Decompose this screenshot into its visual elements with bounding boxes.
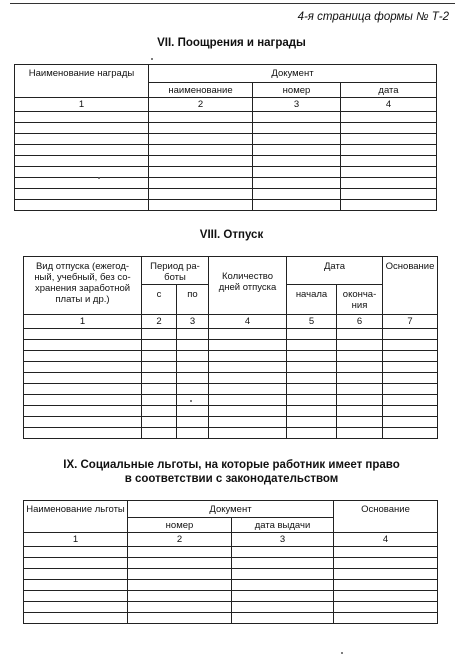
empty-cell [128, 569, 232, 580]
table-row [24, 547, 438, 558]
empty-cell [24, 373, 142, 384]
empty-cell [253, 200, 341, 211]
table-row [15, 123, 437, 134]
empty-cell [24, 395, 142, 406]
table-row [15, 200, 437, 211]
empty-cell [232, 569, 334, 580]
empty-cell [232, 547, 334, 558]
empty-cell [232, 558, 334, 569]
document-header: Документ [128, 501, 334, 518]
empty-cell [209, 340, 287, 351]
table-row [24, 428, 438, 439]
scan-speck [190, 400, 192, 402]
benefits-table [23, 500, 438, 624]
empty-cell [383, 340, 438, 351]
table-row [24, 384, 438, 395]
empty-cell [128, 613, 232, 624]
empty-cell [287, 384, 337, 395]
column-number: 3 [177, 315, 209, 329]
empty-cell [341, 145, 437, 156]
empty-cell [24, 329, 142, 340]
empty-cell [142, 428, 177, 439]
scan-speck [341, 652, 343, 654]
table-row [24, 351, 438, 362]
empty-cell [232, 580, 334, 591]
empty-cell [24, 384, 142, 395]
table-row [24, 406, 438, 417]
empty-cell [287, 362, 337, 373]
empty-cell [253, 134, 341, 145]
empty-cell [334, 602, 438, 613]
empty-cell [341, 189, 437, 200]
column-number: 1 [24, 315, 142, 329]
empty-cell [15, 200, 149, 211]
empty-cell [383, 417, 438, 428]
scan-speck [98, 177, 100, 179]
empty-cell [287, 329, 337, 340]
doc-date-header: дата [341, 83, 437, 98]
empty-cell [337, 329, 383, 340]
table-row [24, 591, 438, 602]
empty-cell [253, 112, 341, 123]
empty-cell [149, 123, 253, 134]
top-border-line [10, 3, 455, 4]
empty-cell [128, 547, 232, 558]
empty-cell [142, 362, 177, 373]
empty-cell [24, 340, 142, 351]
empty-cell [142, 340, 177, 351]
empty-cell [287, 340, 337, 351]
empty-cell [149, 200, 253, 211]
period-from-header: с [142, 285, 177, 315]
empty-cell [287, 417, 337, 428]
empty-cell [287, 406, 337, 417]
empty-cell [337, 351, 383, 362]
empty-cell [209, 329, 287, 340]
column-number: 2 [128, 533, 232, 547]
table-row [15, 134, 437, 145]
empty-cell [209, 406, 287, 417]
empty-cell [287, 428, 337, 439]
table-row [15, 112, 437, 123]
empty-cell [209, 351, 287, 362]
empty-cell [149, 134, 253, 145]
empty-cell [209, 395, 287, 406]
empty-cell [383, 428, 438, 439]
column-number: 2 [142, 315, 177, 329]
empty-cell [383, 351, 438, 362]
empty-cell [209, 384, 287, 395]
empty-cell [383, 373, 438, 384]
empty-cell [341, 178, 437, 189]
award-name-header: Наименование награды [15, 65, 149, 98]
empty-cell [177, 406, 209, 417]
empty-cell [177, 395, 209, 406]
empty-cell [149, 156, 253, 167]
empty-cell [341, 156, 437, 167]
empty-cell [177, 329, 209, 340]
scan-speck [151, 58, 153, 60]
empty-cell [177, 417, 209, 428]
column-number: 7 [383, 315, 438, 329]
doc-number-header: номер [253, 83, 341, 98]
empty-cell [15, 112, 149, 123]
section-9-title-line-1: IX. Социальные льготы, на которые работник имеет право [63, 459, 400, 471]
section-8-title: VIII. Отпуск [199, 229, 264, 241]
empty-cell [24, 428, 142, 439]
empty-cell [15, 156, 149, 167]
empty-cell [287, 395, 337, 406]
section-7-title: VII. Поощрения и награды [157, 37, 306, 49]
empty-cell [232, 591, 334, 602]
table-row [24, 613, 438, 624]
empty-cell [337, 362, 383, 373]
form-page-label: 4-я страница формы № Т-2 [297, 11, 449, 23]
empty-cell [334, 580, 438, 591]
table-row [24, 580, 438, 591]
table-row [15, 156, 437, 167]
leave-table [23, 256, 438, 439]
empty-cell [383, 384, 438, 395]
empty-cell [232, 602, 334, 613]
empty-cell [24, 569, 128, 580]
table-row [24, 558, 438, 569]
empty-cell [142, 384, 177, 395]
table-row [24, 373, 438, 384]
empty-cell [341, 167, 437, 178]
column-number-row [15, 98, 437, 112]
table-row [15, 167, 437, 178]
column-number: 1 [24, 533, 128, 547]
empty-cell [24, 406, 142, 417]
column-number: 5 [287, 315, 337, 329]
empty-cell [24, 602, 128, 613]
column-number: 4 [334, 533, 438, 547]
empty-cell [334, 613, 438, 624]
doc-name-header: наименование [149, 83, 253, 98]
awards-table-body [15, 112, 437, 211]
table-row [15, 145, 437, 156]
empty-cell [383, 406, 438, 417]
empty-cell [177, 373, 209, 384]
empty-cell [341, 134, 437, 145]
table-row [24, 395, 438, 406]
column-number: 1 [15, 98, 149, 112]
empty-cell [337, 373, 383, 384]
empty-cell [149, 145, 253, 156]
basis-header: Основание [334, 501, 438, 533]
empty-cell [24, 613, 128, 624]
empty-cell [209, 373, 287, 384]
empty-cell [177, 384, 209, 395]
empty-cell [128, 602, 232, 613]
empty-cell [383, 395, 438, 406]
empty-cell [15, 145, 149, 156]
empty-cell [253, 189, 341, 200]
empty-cell [334, 569, 438, 580]
empty-cell [253, 167, 341, 178]
empty-cell [149, 178, 253, 189]
empty-cell [142, 406, 177, 417]
empty-cell [24, 351, 142, 362]
empty-cell [383, 362, 438, 373]
column-number: 6 [337, 315, 383, 329]
empty-cell [337, 395, 383, 406]
empty-cell [253, 178, 341, 189]
table-row [24, 602, 438, 613]
empty-cell [24, 362, 142, 373]
empty-cell [341, 112, 437, 123]
empty-cell [177, 428, 209, 439]
date-end-header: оконча-ния [337, 285, 383, 315]
period-to-header: по [177, 285, 209, 315]
empty-cell [149, 167, 253, 178]
basis-header: Основание [383, 257, 438, 315]
column-number-row [24, 315, 438, 329]
empty-cell [337, 340, 383, 351]
empty-cell [24, 591, 128, 602]
empty-cell [142, 373, 177, 384]
empty-cell [177, 351, 209, 362]
empty-cell [334, 591, 438, 602]
empty-cell [177, 340, 209, 351]
column-number: 3 [253, 98, 341, 112]
empty-cell [209, 362, 287, 373]
table-row [24, 329, 438, 340]
empty-cell [337, 417, 383, 428]
empty-cell [209, 428, 287, 439]
empty-cell [287, 351, 337, 362]
benefits-table-body [24, 547, 438, 624]
empty-cell [24, 417, 142, 428]
column-number: 4 [209, 315, 287, 329]
document-header: Документ [149, 65, 437, 83]
empty-cell [24, 558, 128, 569]
empty-cell [253, 123, 341, 134]
empty-cell [142, 395, 177, 406]
empty-cell [177, 362, 209, 373]
empty-cell [149, 112, 253, 123]
table-row [24, 569, 438, 580]
date-start-header: начала [287, 285, 337, 315]
section-9-title-line-2: в соответствии с законодательством [124, 473, 339, 485]
empty-cell [24, 547, 128, 558]
empty-cell [253, 145, 341, 156]
empty-cell [341, 123, 437, 134]
empty-cell [128, 558, 232, 569]
days-count-header: Количество дней отпуска [209, 257, 287, 315]
leave-table-body [24, 329, 438, 439]
empty-cell [341, 200, 437, 211]
issue-date-header: дата выдачи [232, 518, 334, 533]
benefit-name-header: Наименование льготы [24, 501, 128, 533]
column-number: 3 [232, 533, 334, 547]
empty-cell [149, 189, 253, 200]
table-row [24, 340, 438, 351]
leave-type-header: Вид отпуска (ежегод-ный, учебный, без со-хранения заработной платы и др.) [24, 257, 142, 315]
empty-cell [287, 373, 337, 384]
empty-cell [15, 178, 149, 189]
work-period-header: Период ра-боты [142, 257, 209, 285]
empty-cell [253, 156, 341, 167]
empty-cell [209, 417, 287, 428]
table-row [15, 189, 437, 200]
empty-cell [142, 329, 177, 340]
empty-cell [334, 547, 438, 558]
column-number: 4 [341, 98, 437, 112]
date-header: Дата [287, 257, 383, 285]
table-row [15, 178, 437, 189]
empty-cell [128, 580, 232, 591]
empty-cell [142, 351, 177, 362]
empty-cell [337, 384, 383, 395]
doc-number-header: номер [128, 518, 232, 533]
empty-cell [15, 167, 149, 178]
empty-cell [128, 591, 232, 602]
column-number-row [24, 533, 438, 547]
awards-table [14, 64, 437, 211]
empty-cell [383, 329, 438, 340]
empty-cell [334, 558, 438, 569]
empty-cell [24, 580, 128, 591]
table-row [24, 417, 438, 428]
table-row [24, 362, 438, 373]
empty-cell [337, 428, 383, 439]
empty-cell [337, 406, 383, 417]
empty-cell [15, 189, 149, 200]
empty-cell [232, 613, 334, 624]
empty-cell [142, 417, 177, 428]
column-number: 2 [149, 98, 253, 112]
empty-cell [15, 123, 149, 134]
empty-cell [15, 134, 149, 145]
